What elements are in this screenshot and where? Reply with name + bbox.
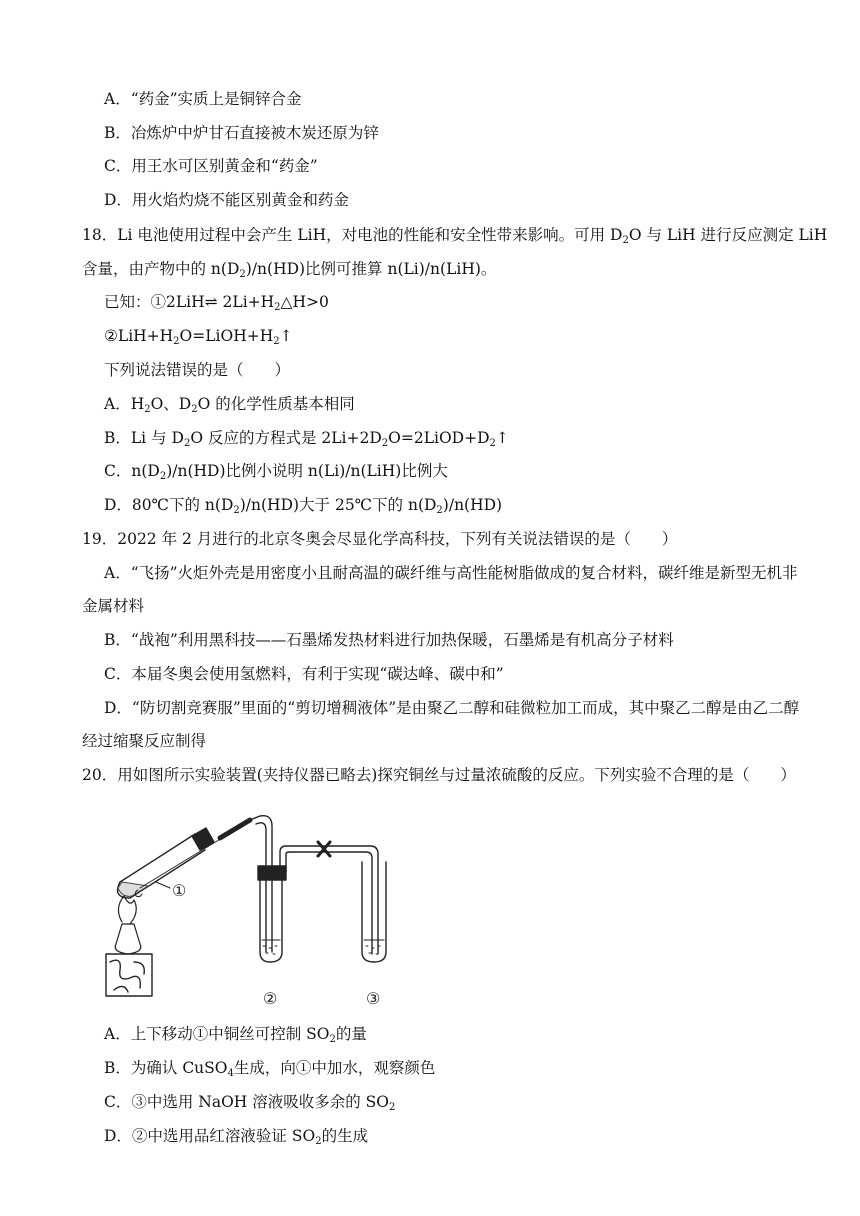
q20-stem: 20．用如图所示实验装置(夹持仪器已略去)探究铜丝与过量浓硫酸的反应。下列实验不合理的是（ ） [82,766,796,784]
tube2-stopper [258,866,286,880]
tube1-stopper [192,828,214,850]
q18-known-1: 已知：①2LiH⇌ $2Li+H_2\triangle H>0$ [104,293,329,313]
q17-option-a: A．“药金”实质上是铜锌合金 [104,90,302,108]
delivery-tube-2 [280,846,378,954]
q19-option-c: C．本届冬奥会使用氢燃料，有利于实现“碳达峰、碳中和” [104,665,504,683]
q19-option-d-line2: 经过缩聚反应制得 [82,732,207,750]
q19-option-a-line2: 金属材料 [82,597,145,615]
label-3: ③ [366,989,381,1008]
q18-option-b: B．Li 与 $D_2O$ 反应的方程式是 $2Li+2D_2O=2LiOD+D_2↑$ [104,429,509,449]
q20-option-a: A．上下移动①中铜丝可控制 $SO_2$的量 [104,1025,367,1045]
q18-option-a: A．$H_2O$、$D_2O$ 的化学性质基本相同 [104,395,355,415]
q18-question: 下列说法错误的是（ ） [104,361,291,379]
label-2: ② [263,989,278,1008]
delivery-tube-1 [250,816,272,952]
flame [118,896,136,924]
q17-option-d: D．用火焰灼烧不能区别黄金和药金 [104,191,349,209]
alcohol-lamp [115,924,141,954]
q18-stem-line1: 18．Li 电池使用过程中会产生 LiH，对电池的性能和安全性带来影响。可用 $D_2O$ 与 LiH 进行反应测定 LiH [82,226,828,246]
q17-option-c: C．用王水可区别黄金和“药金” [104,157,318,175]
pinch-clip [318,842,330,856]
test-tube-3 [362,862,386,962]
q20-option-c: C．③中选用 NaOH 溶液吸收多余的 $SO_2$ [104,1093,396,1113]
apparatus-diagram [100,812,420,1008]
q18-stem-line2: 含量，由产物中的 $n(D_2)/n(HD)$比例可推算 n(Li)/n(LiH)。 [82,260,497,280]
q20-option-d: D．②中选用品红溶液验证 $SO_2$的生成 [104,1127,369,1147]
q19-option-a-line1: A．“飞扬”火炬外壳是用密度小且耐高温的碳纤维与高性能树脂做成的复合材料，碳纤维是新型无机非 [104,564,798,582]
q19-option-d-line1: D．“防切割竞赛服”里面的“剪切增稠液体”是由聚乙二醇和硅微粒加工而成，其中聚乙二醇是由乙二醇 [104,699,800,717]
q18-known-2: $②LiH+H_2O=LiOH+H_2↑$ [104,327,293,347]
apparatus-figure [100,812,420,1012]
q18-option-c: C．$n(D_2)/n(HD)$比例小说明 n(Li)/n(LiH)比例大 [104,462,448,482]
q18-option-d: D．80℃下的 $n(D_2)/n(HD)$大于 25℃下的 $n(D_2)/n(HD)$ [104,496,503,516]
q17-option-b: B．冶炼炉中炉甘石直接被木炭还原为锌 [104,124,379,142]
q19-stem: 19．2022 年 2 月进行的北京冬奥会尽显化学高科技，下列有关说法错误的是（ ） [82,530,678,548]
q20-option-b: B．为确认 CuSO$_4$生成，向①中加水，观察颜色 [104,1059,436,1079]
q19-option-b: B．“战袍”利用黑科技——石墨烯发热材料进行加热保暖，石墨烯是有机高分子材料 [104,631,674,649]
label-1: ① [172,881,187,900]
tube1-liquid [118,882,148,896]
